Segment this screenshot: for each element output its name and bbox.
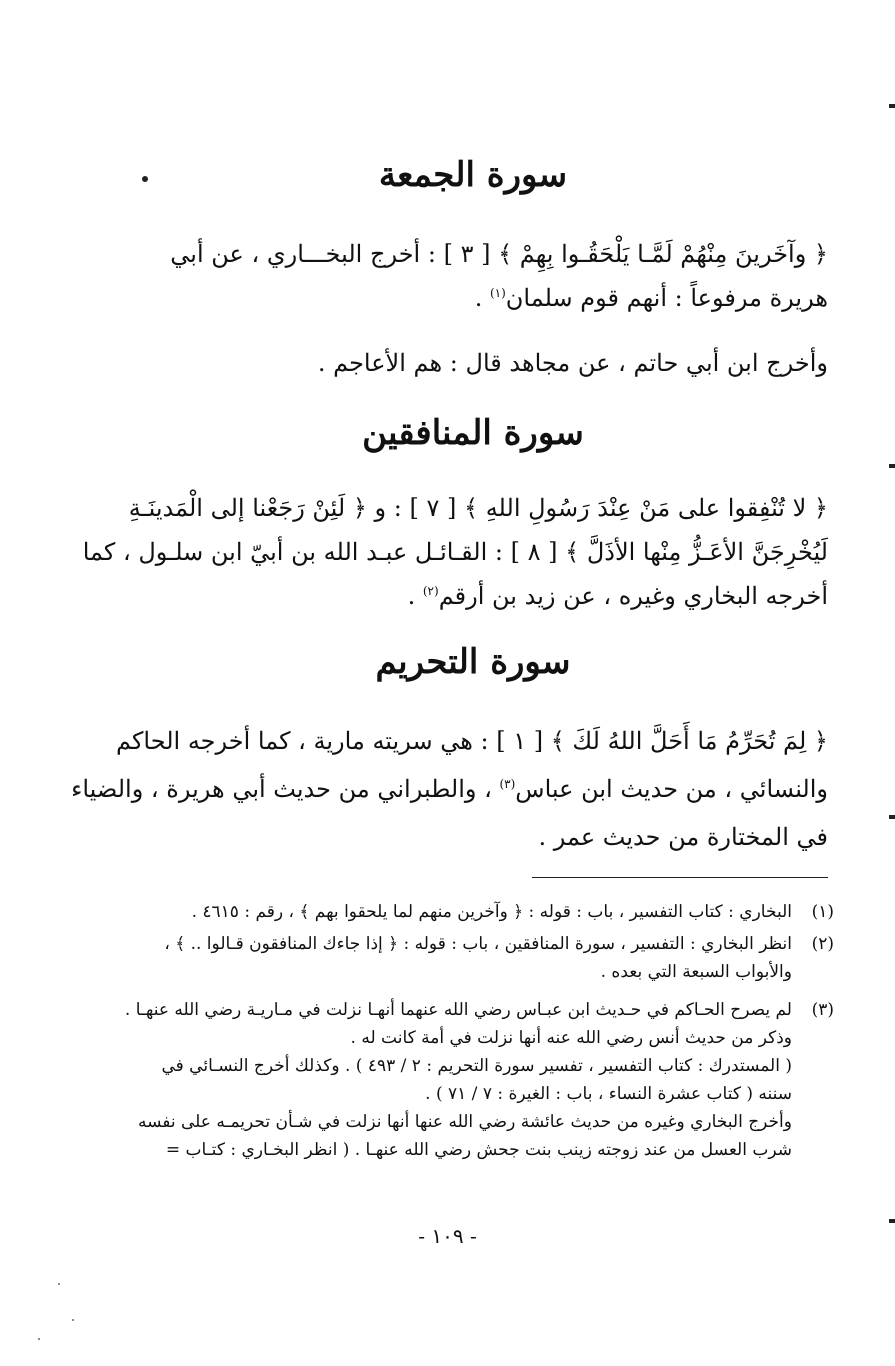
footnote-line: سننه ( كتاب عشرة النساء ، باب : الغيرة : ٧ / ٧١ ) . (425, 1084, 792, 1104)
paragraph-tahrim (71, 714, 828, 864)
footnote-separator (532, 877, 828, 878)
footnote-1 (118, 898, 834, 926)
edge-mark (889, 464, 895, 468)
footnote-line: البخاري : كتاب التفسير ، باب : قوله : ﴿ وآخرين منهم لما يلحقوا بهم ﴾ ، رقم : ٤٦١٥ . (191, 902, 792, 922)
footnote-marker: (١) (489, 286, 506, 300)
paragraph-jumuah-1 (118, 227, 828, 325)
text-segment: . (474, 284, 490, 312)
footnote-text (118, 930, 792, 986)
scan-speck (38, 1338, 40, 1340)
text-line: لَيُخْرِجَنَّ الأعَـزُّ مِنْها الأذَلَّ ﴾ [ ٨ ] : القـائـل عبـد الله بن أبيّ ابن سلـول ، كما (82, 538, 828, 566)
text-segment: . (407, 582, 423, 610)
footnote-text (118, 898, 792, 926)
footnotes (118, 898, 834, 1164)
paragraph-munafiqun (82, 481, 828, 623)
footnote-number: (١) (811, 902, 834, 922)
footnote-line: شرب العسل من عند زوجته زينب بنت جحش رضي الله عنهـا . ( انظر البخـاري : كتـاب = (165, 1140, 792, 1160)
footnote-number: (٣) (811, 1000, 834, 1020)
section-title-jumuah: سورة الجمعة (378, 155, 568, 195)
text-segment: ، والطبراني من حديث أبي هريرة ، والضياء (71, 775, 500, 803)
footnote-number: (٢) (811, 934, 834, 954)
footnote-line: لم يصرح الحـاكم في حـديث ابن عبـاس رضي الله عنهما أنهـا نزلت في مـاريـة رضي الله عنهـا . (124, 1000, 792, 1020)
footnote-text (118, 996, 792, 1164)
paragraph-jumuah-2 (118, 336, 828, 390)
scan-speck (58, 1283, 60, 1285)
footnote-line: ( المستدرك : كتاب التفسير ، تفسير سورة التحريم : ٢ / ٤٩٣ ) . وكذلك أخرج النسـائي في (161, 1056, 792, 1076)
text-segment: والنسائي ، من حديث ابن عباس (515, 775, 828, 803)
footnote-line: وأخرج البخاري وغيره من حديث عائشة رضي الله عنها أنها نزلت في شـأن تحريمـه على نفسه (138, 1112, 792, 1132)
text-line: ﴿ لا تُنْفِقوا على مَنْ عِنْدَ رَسُولِ اللهِ ﴾ [ ٧ ] : و ﴿ لَئِنْ رَجَعْنا إلى الْمَدينَـةِ (128, 494, 828, 522)
footnote-3 (118, 996, 834, 1164)
text-line: وأخرج ابن أبي حاتم ، عن مجاهد قال : هم الأعاجم . (317, 349, 828, 377)
scan-speck (72, 1319, 74, 1321)
edge-mark (889, 815, 895, 819)
text-segment: هريرة مرفوعاً : أنهم قوم سلمان (505, 284, 828, 312)
text-segment: أخرجه البخاري وغيره ، عن زيد بن أرقم (438, 582, 828, 610)
footnote-marker: (٣) (499, 777, 516, 791)
edge-mark (889, 1219, 895, 1223)
footnote-marker: (٢) (422, 584, 439, 598)
section-title-tahrim: سورة التحريم (375, 642, 571, 682)
footnote-line: والأبواب السبعة التي بعده . (600, 962, 792, 982)
footnote-line: انظر البخاري : التفسير ، سورة المنافقين ، باب : قوله : ﴿ إذا جاءك المنافقون قـالوا .. ﴾ ، (164, 934, 792, 954)
footnote-line: وذكر من حديث أنس رضي الله عنه أنها نزلت في أمة كانت له . (350, 1028, 792, 1048)
page-number: - ١٠٩ - (418, 1224, 477, 1248)
scan-dot (142, 176, 148, 182)
text-line: ﴿ لِمَ تُحَرِّمُ مَا أَحَلَّ اللهُ لَكَ ﴾ [ ١ ] : هي سريته مارية ، كما أخرجه الحاكم (116, 727, 828, 755)
text-line: في المختارة من حديث عمر . (538, 823, 828, 851)
section-title-munafiqun: سورة المنافقين (362, 413, 584, 453)
footnote-2 (118, 930, 834, 986)
text-line (71, 762, 828, 816)
edge-mark (889, 104, 895, 108)
text-line: ﴿ وآخَرينَ مِنْهُمْ لَمَّـا يَلْحَقُـوا بِهِمْ ﴾ [ ٣ ] : أخرج البخـــاري ، عن أبي (170, 240, 828, 268)
